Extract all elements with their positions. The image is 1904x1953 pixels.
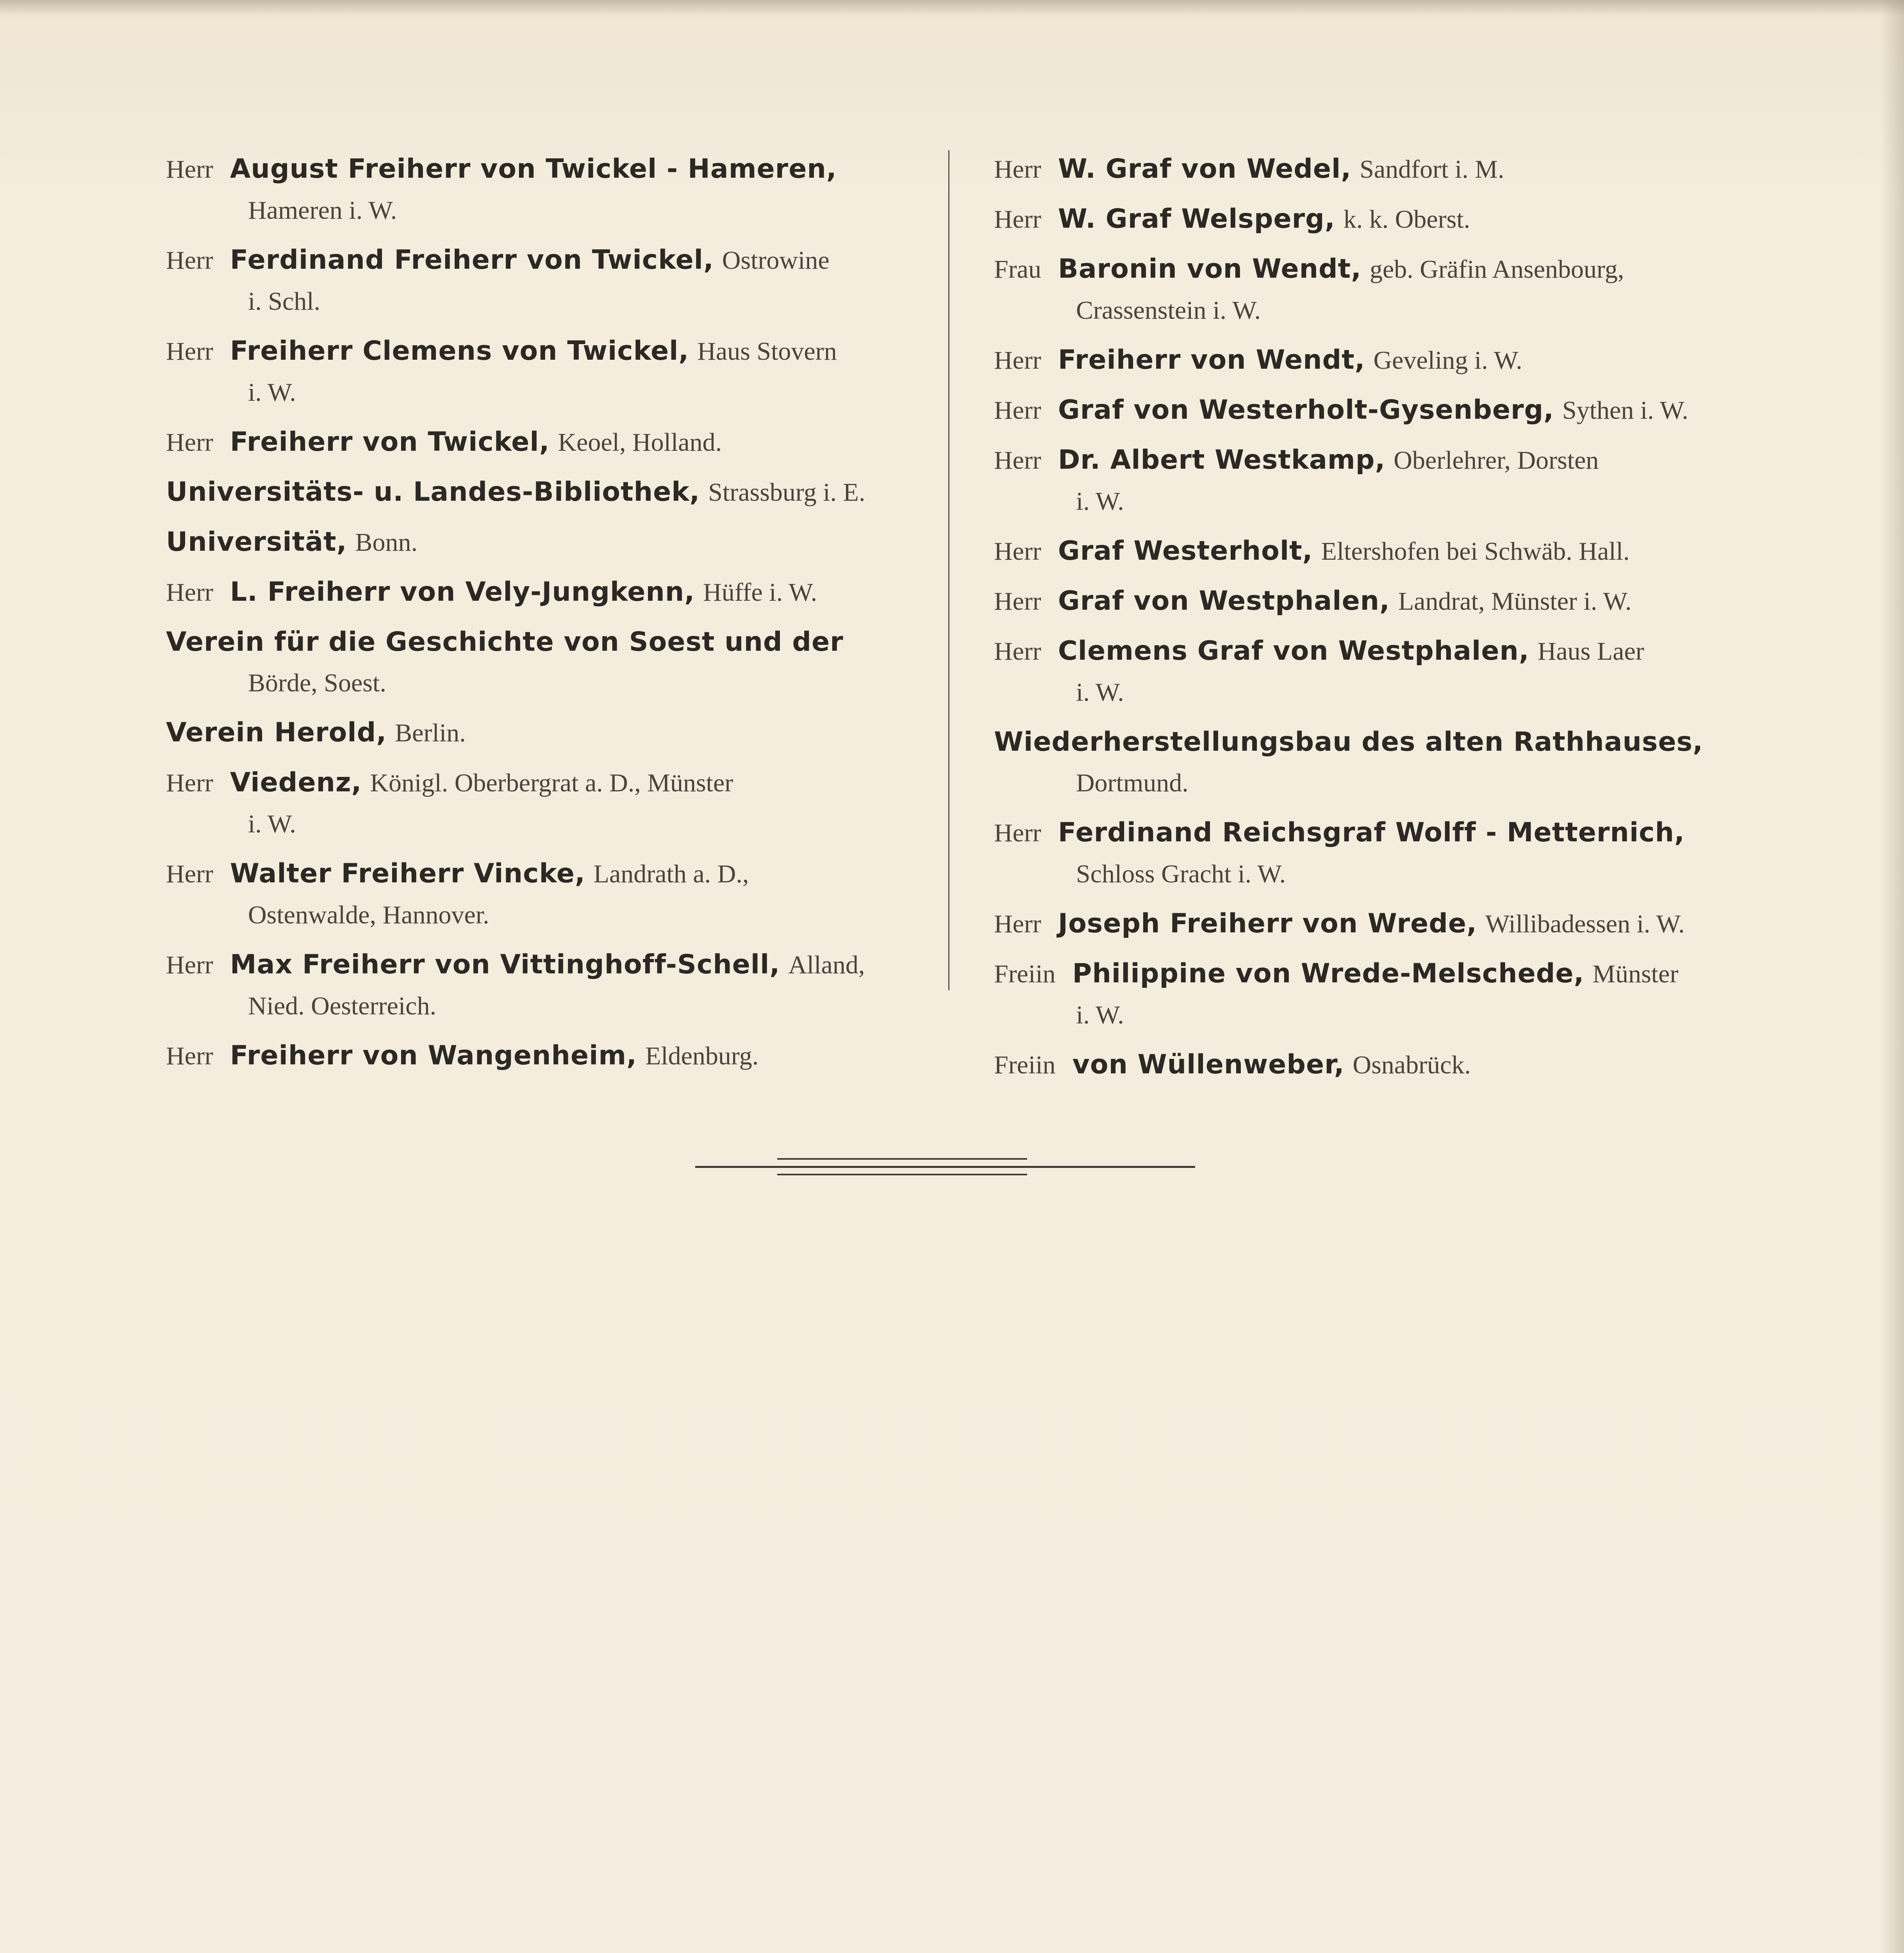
entry-title: Herr [166,951,213,979]
entry-first-line [166,521,908,563]
entry-detail: Eltershofen bei Schwäb. Hall. [1321,537,1630,566]
entry-title: Herr [166,337,213,366]
list-entry [994,148,1748,190]
entry-first-line [166,421,908,463]
entry-detail: Willibadessen i. W. [1485,910,1685,938]
list-entry [994,339,1748,381]
entry-first-line [994,953,1748,994]
entry-name: Max Freiherr von Vittinghoff-Schell, [230,949,780,980]
entry-name: Wiederherstellungsbau des alten Rathhauses, [994,727,1703,757]
entry-name: Dr. Albert Westkamp, [1058,445,1386,475]
entry-first-line [994,721,1748,762]
entry-name: W. Graf von Wedel, [1058,154,1352,184]
list-entry [166,471,908,513]
entry-first-line [166,621,908,662]
entry-first-line [994,530,1748,572]
entry-detail: Osnabrück. [1353,1051,1471,1079]
list-entry [994,439,1748,522]
list-entry [166,712,908,753]
entry-title: Freiin [994,1051,1056,1079]
entry-first-line [994,439,1748,481]
entry-name: August Freiherr von Twickel - Hameren, [230,154,837,184]
entry-first-line [166,944,908,985]
entry-detail: Berlin. [395,719,466,747]
list-entry [994,630,1748,713]
entry-first-line [166,712,908,753]
entry-name: Verein Herold, [166,717,387,748]
entry-continuation: Hameren i. W. [248,196,397,225]
entry-name: Freiherr von Wendt, [1058,345,1365,375]
entry-first-line [994,630,1748,672]
entry-continuation: i. W. [1076,487,1124,516]
entry-continuation: Dortmund. [1076,769,1188,797]
entry-detail: Geveling i. W. [1373,346,1522,375]
entry-first-line [994,580,1748,622]
entry-continuation: Ostenwalde, Hannover. [248,901,489,929]
entry-title: Herr [994,446,1041,475]
entry-first-line [994,812,1748,853]
entry-name: Graf von Westerholt-Gysenberg, [1058,395,1554,425]
entry-detail: Keoel, Holland. [558,428,722,457]
entry-first-line [166,1035,908,1076]
entry-first-line [166,471,908,513]
top-edge-shadow [0,0,1904,16]
entry-first-line [994,339,1748,381]
list-entry [994,580,1748,622]
entry-detail: Münster [1592,960,1679,988]
list-entry [994,530,1748,572]
entry-title: Herr [994,637,1041,666]
entry-first-line [994,389,1748,431]
entry-detail: Sandfort i. M. [1360,155,1504,184]
list-entry [166,521,908,563]
entry-title: Herr [166,155,213,184]
entry-name: W. Graf Welsperg, [1058,204,1335,234]
entry-continuation: Schloss Gracht i. W. [1076,860,1286,888]
entry-title: Frau [994,255,1041,284]
list-entry [166,621,908,703]
list-entry [166,944,908,1026]
entry-detail: k. k. Oberst. [1343,205,1470,234]
list-entry [994,389,1748,431]
list-entry [166,330,908,413]
entry-name: Verein für die Geschichte von Soest und der [166,627,844,657]
entry-first-line [994,1044,1748,1085]
column-divider [948,150,949,990]
entry-first-line [166,853,908,894]
list-entry [994,953,1748,1035]
ornament-line-long [695,1166,1195,1168]
list-entry [994,721,1748,803]
entry-continuation: i. W. [1076,678,1124,707]
entry-detail: Haus Stovern [697,337,837,366]
entry-detail: Eldenburg. [645,1042,759,1070]
left-column [166,148,908,1085]
entry-detail: Sythen i. W. [1562,396,1688,425]
entry-title: Herr [994,819,1041,847]
entry-detail: Bonn. [355,528,418,557]
right-column [994,148,1748,1094]
entry-first-line [994,248,1748,290]
entry-title: Herr [994,396,1041,425]
entry-continuation: Börde, Soest. [248,669,386,697]
entry-continuation: Nied. Oesterreich. [248,992,436,1020]
list-entry [166,148,908,231]
list-entry [166,571,908,613]
entry-first-line [166,239,908,281]
entry-continuation: Crassenstein i. W. [1076,296,1261,325]
entry-title: Herr [166,246,213,275]
list-entry [166,762,908,844]
entry-title: Herr [994,346,1041,375]
entry-name: von Wüllenweber, [1072,1049,1345,1080]
entry-detail: Hüffe i. W. [703,578,817,607]
entry-first-line [166,148,908,190]
entry-detail: Ostrowine [722,246,830,275]
entry-name: Graf von Westphalen, [1058,586,1390,616]
ornament-line-bottom [777,1174,1027,1175]
entry-first-line [994,903,1748,944]
entry-first-line [166,330,908,372]
entry-first-line [166,762,908,803]
entry-title: Freiin [994,960,1056,988]
list-entry [166,853,908,935]
entry-name: Ferdinand Reichsgraf Wolff - Metternich, [1058,817,1685,848]
entry-first-line [994,198,1748,240]
list-entry [994,248,1748,331]
entry-detail: Haus Laer [1537,637,1644,666]
list-entry [166,239,908,322]
right-edge-shadow [1881,0,1904,1953]
entry-name: Universitäts- u. Landes-Bibliothek, [166,477,700,507]
list-entry [166,421,908,463]
entry-title: Herr [994,587,1041,616]
entry-continuation: i. W. [248,378,296,407]
entry-name: Philippine von Wrede-Melschede, [1072,958,1585,989]
entry-title: Herr [166,1042,213,1070]
entry-name: Baronin von Wendt, [1058,253,1362,284]
entry-continuation: i. Schl. [248,287,321,316]
end-ornament [695,1154,1203,1185]
entry-detail: Alland, [788,951,865,979]
entry-detail: Königl. Oberbergrat a. D., Münster [370,769,733,797]
entry-continuation: i. W. [1076,1001,1124,1029]
list-entry [994,198,1748,240]
entry-first-line [166,571,908,613]
entry-detail: Strassburg i. E. [708,478,865,507]
entry-title: Herr [994,205,1041,234]
entry-name: Clemens Graf von Westphalen, [1058,636,1529,666]
ornament-line-top [777,1158,1027,1160]
entry-detail: Landrat, Münster i. W. [1398,587,1632,616]
entry-detail: Landrath a. D., [593,860,749,888]
entry-name: Universität, [166,527,347,557]
entry-name: L. Freiherr von Vely-Jungkenn, [230,577,695,607]
entry-title: Herr [994,910,1041,938]
entry-detail: geb. Gräfin Ansenbourg, [1369,255,1624,284]
entry-name: Freiherr von Twickel, [230,427,550,457]
entry-first-line [994,148,1748,190]
entry-title: Herr [166,860,213,888]
entry-name: Viedenz, [230,767,362,798]
entry-name: Freiherr Clemens von Twickel, [230,336,689,366]
entry-title: Herr [994,155,1041,184]
list-entry [994,812,1748,894]
entry-title: Herr [166,769,213,797]
entry-name: Ferdinand Freiherr von Twickel, [230,245,714,275]
list-entry [166,1035,908,1076]
entry-title: Herr [994,537,1041,566]
entry-title: Herr [166,578,213,607]
list-entry [994,903,1748,944]
list-entry [994,1044,1748,1085]
entry-continuation: i. W. [248,810,296,838]
entry-name: Walter Freiherr Vincke, [230,858,585,889]
entry-name: Graf Westerholt, [1058,536,1313,566]
entry-title: Herr [166,428,213,457]
entry-name: Freiherr von Wangenheim, [230,1040,637,1071]
entry-detail: Oberlehrer, Dorsten [1394,446,1599,475]
entry-name: Joseph Freiherr von Wrede, [1058,908,1477,939]
